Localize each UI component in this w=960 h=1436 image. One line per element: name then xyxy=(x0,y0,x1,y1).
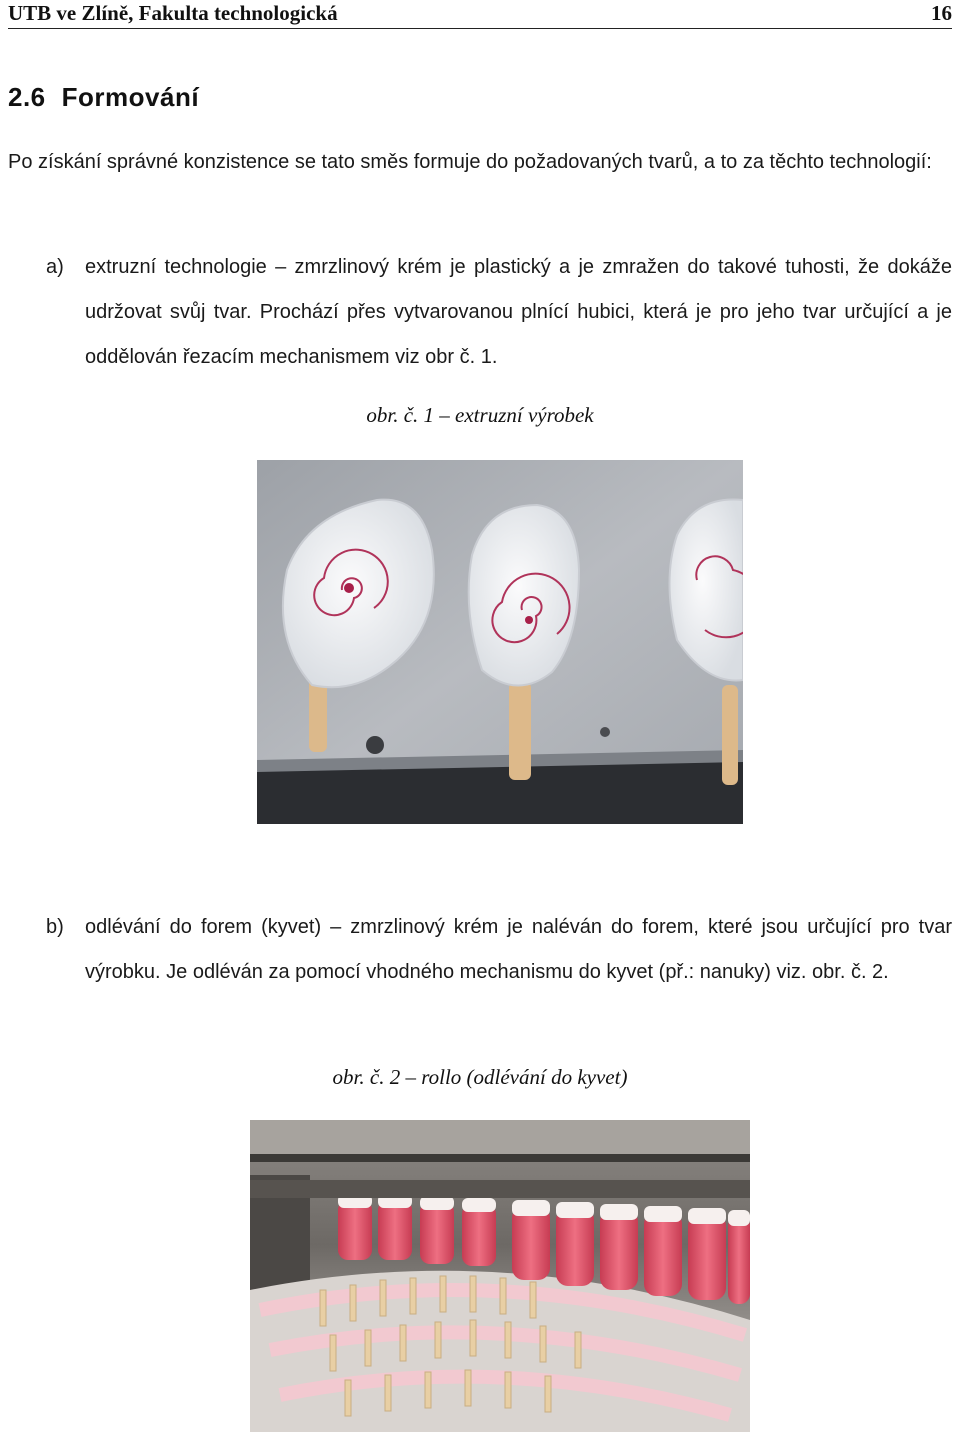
page-number: 16 xyxy=(931,1,952,25)
list-item-b xyxy=(8,905,952,995)
section-title: Formování xyxy=(61,82,200,112)
running-header xyxy=(8,0,952,29)
figure-1-image xyxy=(257,460,743,824)
list-marker: b) xyxy=(46,916,64,938)
figure-1-caption: obr. č. 1 – extruzní výrobek xyxy=(366,403,594,427)
list-marker: a) xyxy=(46,256,64,278)
figure-2-image xyxy=(250,1120,750,1432)
figure-2-caption: obr. č. 2 – rollo (odlévání do kyvet) xyxy=(332,1065,628,1089)
list-item-text: extruzní technologie – zmrzlinový krém je plastický a je zmražen do takové tuhosti, že dokáže udržovat svůj tvar. Prochází přes vytvarovanou plnící hubici, která je pro jeho tvar určující a je oddělován řezacím mechanismem viz obr č. 1. xyxy=(85,256,952,368)
list-item-text: odlévání do forem (kyvet) – zmrzlinový krém je naléván do forem, které jsou určující pro tvar výrobku. Je odléván za pomocí vhodného mechanismu do kyvet (př.: nanuky) viz. obr. č. 2. xyxy=(85,916,952,983)
molded-popsicles-photo xyxy=(250,1120,750,1432)
section-number: 2.6 xyxy=(8,82,46,112)
intro-paragraph: Po získání správné konzistence se tato směs formuje do požadovaných tvarů, a to za těchto technologií: xyxy=(8,151,932,173)
header-title: UTB ve Zlíně, Fakulta technologická xyxy=(8,1,338,25)
section-heading xyxy=(8,82,199,113)
list-item-a xyxy=(8,245,952,380)
extruded-ice-cream-photo xyxy=(257,460,743,824)
